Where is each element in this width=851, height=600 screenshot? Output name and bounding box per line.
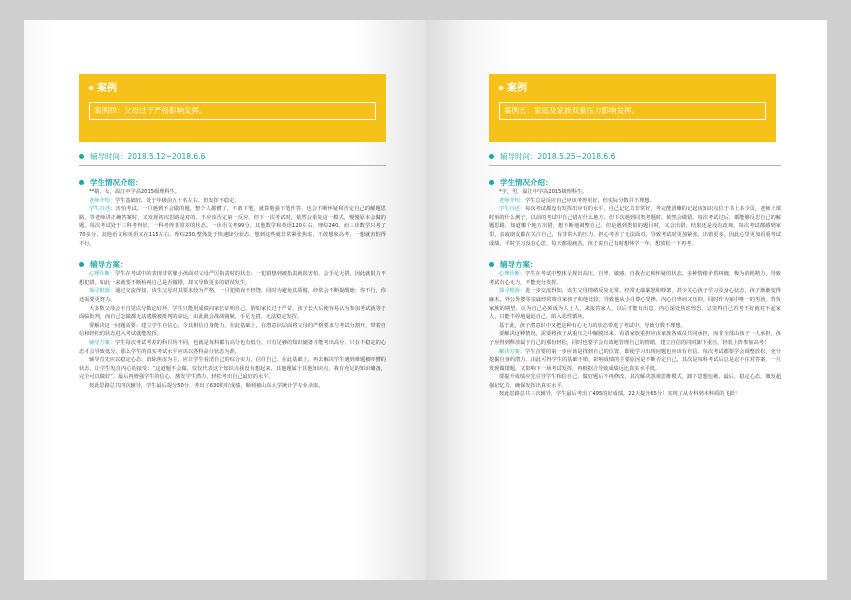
body-paragraph: 基于此，孩子潜意识中又把这种有心无力的状态带进了考试中，导致分数不理想。 [499, 322, 686, 329]
plan-section-heading [489, 258, 781, 270]
self-label: 学生自述： [89, 206, 116, 213]
diagnosis-text: 学生在考试中整体呈现出高压，自卑、敏感，自我否定和怀疑的状态，多种情绪矛盾纠缠，极为消耗精力，导致考试有心无力，不能充分发挥。 [489, 271, 781, 286]
case-header-left [79, 74, 386, 142]
body-paragraph: 辅导首先应以稳定心态、消除焦虑为主，应让学生看清自己的综合实力，信任自己。在此基础上，再去解决学生遇到难题被吓懵的状态，让学生发自内心的接受：“这道题不会做，仅仅代表这个知识点我没有想起来，其他题属于其他知识点，我有充足的知识储备，完全可以做好”。最后再增强学生的信心，激发学生潜力，轻松考出自己最好的水平。 [79, 357, 386, 381]
bullet-icon [79, 180, 84, 185]
counseling-date: 辅导时间：2018.5.25~2018.6.6 [500, 152, 616, 161]
explore-paragraph [79, 287, 386, 304]
body-paragraph: 按此思路总共四次辅导，学生最后提分50分，考出了630的好成绩，顺利被山东大学统计学专业录取。 [89, 382, 324, 389]
explore-text: 通过交流得知，该生父母对其要求较为严格，一旦犯错误不轻饶，同时为避免其骄傲，经常会不断提醒她：你不行，你还需要更努力。 [79, 288, 386, 303]
left-page [24, 20, 426, 580]
teacher-label: 老师介绍： [89, 197, 115, 204]
case-subtitle-box: 案例四：父母过于严格影响发挥。 [89, 102, 376, 120]
teacher-paragraph [79, 197, 386, 206]
student-intro: *宇，男，温江中学高2015级理科生。 [499, 189, 588, 195]
self-label: 学生自述： [499, 206, 526, 213]
right-page [426, 20, 827, 580]
diagnosis-label: 心理诊断： [499, 271, 526, 278]
student-intro: **婧，女，温江中学高2015级理科生。 [89, 189, 181, 195]
explore-text: 进一步交流得知，该生父母情绪反复无常，经常无端暴怒和吵架，甚少关心孩子学习及身心状态，孩子渐渐变得麻木。外公外婆等亲戚经常将自家孩子和他比较，导致他从小自尊心受挫，内心自卑而又压抑。同时作为家中唯一的男孩，背负家族的期望，认为自己必须成为人上人，来报答家人，以后才能有出息。内心深处焦虑惶恐，总觉得自己若考不好就对不起家人，只能不停地逼迫自己，陷入恶性循环。 [489, 288, 781, 321]
body-paragraph: 要解决这一问题需要：建立学生自信心，令其相信自身能力。在此基础上，在潜意识层面将父母的严格要求与考试分割开，带着自信和轻松的状态进入考试就能发挥。 [79, 322, 386, 338]
right-content [489, 150, 781, 399]
case-title: 案例 [89, 82, 376, 96]
section-title: 辅导方案： [500, 259, 538, 269]
body-paragraph: 按此思路总共三次辅导，学生最后考出了495的好成绩，22天提升65分！实现了从专科到本科质的飞跃！ [499, 391, 740, 398]
counsel-paragraph [79, 339, 386, 356]
teacher-text: 学生总是反应自己应该考得更好，但实际分数并不理想。 [524, 197, 655, 204]
case-header-right [489, 74, 776, 142]
section-title: 辅导方案： [90, 259, 128, 269]
bullet-icon [489, 262, 494, 267]
body-paragraph: 要解决这种情况，需要将孩子从重压之中解脱出来。看清家族重担应由家族各成员共同承担，而非全部由孩子一人承担。孩子应得到释放属于自己的那份轻松，同时也要学会有效地管理自己的情绪，建立自信的同时卸下重压。轻装上阵参加高考！ [489, 331, 781, 346]
bullet-icon [79, 154, 84, 159]
self-text: 每次考试都没有发挥出应有的水平。自己记忆力非常好，考完能清晰的记起该知识点位于书上多少页，老师上课时举的什么例子，以前的考试中自己错在什么地方。但下次遇到同类考题时，依然会做错。每次考试过后，都能够反思自己的解题思路，知道哪个地方出错，想不断地调整自己。但是遇到类似的题目时，又会出错，结果还是没有改观。每次考试都感到家里，亲戚朋友都在关注自己，有非常大的压力，担心考差了无法面对，导致考试时更加紧张，出错更多。因此心里更加看重考试成绩，平时学习没有心思，每天都很痛苦。孩子说自己有时想休学一年，想放松一下再考。 [489, 206, 781, 247]
counsel-text: 学生首要的第一步应该是找到自己的位置，即使学习出现问题也应该有自信。每次考试都要学会调整放松，充分挖掘自身的潜力，由此可得学生的基础不错，影响成绩的主要原因是不断否定自己，其次是每科考试后总是忍不住对答案，一旦发现做错题，又影响下一场考试发挥。再根据合导致成绩远比真实水平低。 [489, 348, 781, 372]
student-section-heading [79, 176, 386, 188]
bullet-icon [489, 180, 494, 185]
self-text: 害怕考试，一旦遇到不会做的题，整个人都懵了，不敢下笔，就算勉强下笔作答，也会不断怀疑和否定自己的解题思路。等老师讲正确答案时，又发现初次思路是对的，不应该否定第一反应。但下一次考试时，依然会重复这一模式，慢慢原本会做的题，每次考试处于三科考得好，一科考得非常差的状态。一诊语文考99分，其他数学和英语120左右，理综240。而三诊数学只考了70多分，其他语文和英语又在115左右，理综230,整体处于快速降分状态。想到这些就非常紧张焦虑，不敢想象高考，一想就害怕得不行。 [79, 206, 386, 247]
book-spread [24, 20, 827, 580]
diagnosis-text: 学生在考试中的表现非常像小孩面对父母严厉指责时的状态：一犯错想到被指责就很害怕，会手足无措，因此就很力不想犯错。如此一来就要不断检视自己是否做错，却又导致更多的错误发生。 [79, 271, 386, 286]
counsel-label: 解决方案： [499, 348, 526, 355]
section-title: 学生情况介绍： [90, 177, 143, 187]
diagnosis-paragraph [489, 270, 781, 287]
bullet-icon [79, 262, 84, 267]
bullet-icon [489, 154, 494, 159]
case-subtitle-box: 案例五：家庭及家族双重压力影响发挥。 [499, 102, 766, 120]
section-title: 学生情况介绍： [500, 177, 553, 187]
counsel-text: 学生每次考试考差的科目均不同，也就是每科都有高分也有低分。只有足够的知识储备才能考出高分，只有不稳定的心态才会导致低分。那么学生的真实考试水平应该以各科高分状态为准。 [79, 339, 386, 355]
explore-paragraph [489, 287, 781, 321]
diagnosis-paragraph [79, 270, 386, 287]
left-content [79, 150, 386, 390]
teacher-label: 老师介绍： [499, 197, 525, 204]
counseling-date: 辅导时间：2018.5.12~2018.6.6 [90, 152, 206, 161]
counsel-paragraph [489, 348, 781, 374]
date-row [489, 150, 781, 166]
counsel-label: 辅导方案： [89, 339, 116, 346]
explore-label: 探寻根源： [499, 288, 526, 295]
date-row [79, 150, 386, 166]
teacher-paragraph [489, 197, 781, 206]
student-section-heading [489, 176, 781, 188]
body-paragraph: 大多数父母会不自觉以分数论好坏，学生只能用成绩向家长证明自己。假如家长过于严苛，孩子长大后便容易认为参加考试就等于面临批判，而自己怎做都无法逃脱被批判的命运，由此就会战战兢兢，手足无措，无法稳定发挥。 [79, 305, 386, 321]
self-paragraph [489, 205, 781, 248]
teacher-text: 学生基础好，处于年级前五十名左右，但发挥不稳定。 [114, 197, 240, 204]
diagnosis-label: 心理诊断： [89, 271, 116, 278]
self-paragraph [79, 205, 386, 248]
body-paragraph: 要提升成绩应先引导学生相信自己，做好题后不再修改，其次解决怨观思维模式，卸下思想包袱。最后，稳定心态，激发超强记忆力，确保发挥出真实水平。 [489, 374, 781, 389]
plan-section-heading [79, 258, 386, 270]
explore-label: 探寻根源： [89, 288, 116, 295]
case-title: 案例 [499, 82, 766, 96]
